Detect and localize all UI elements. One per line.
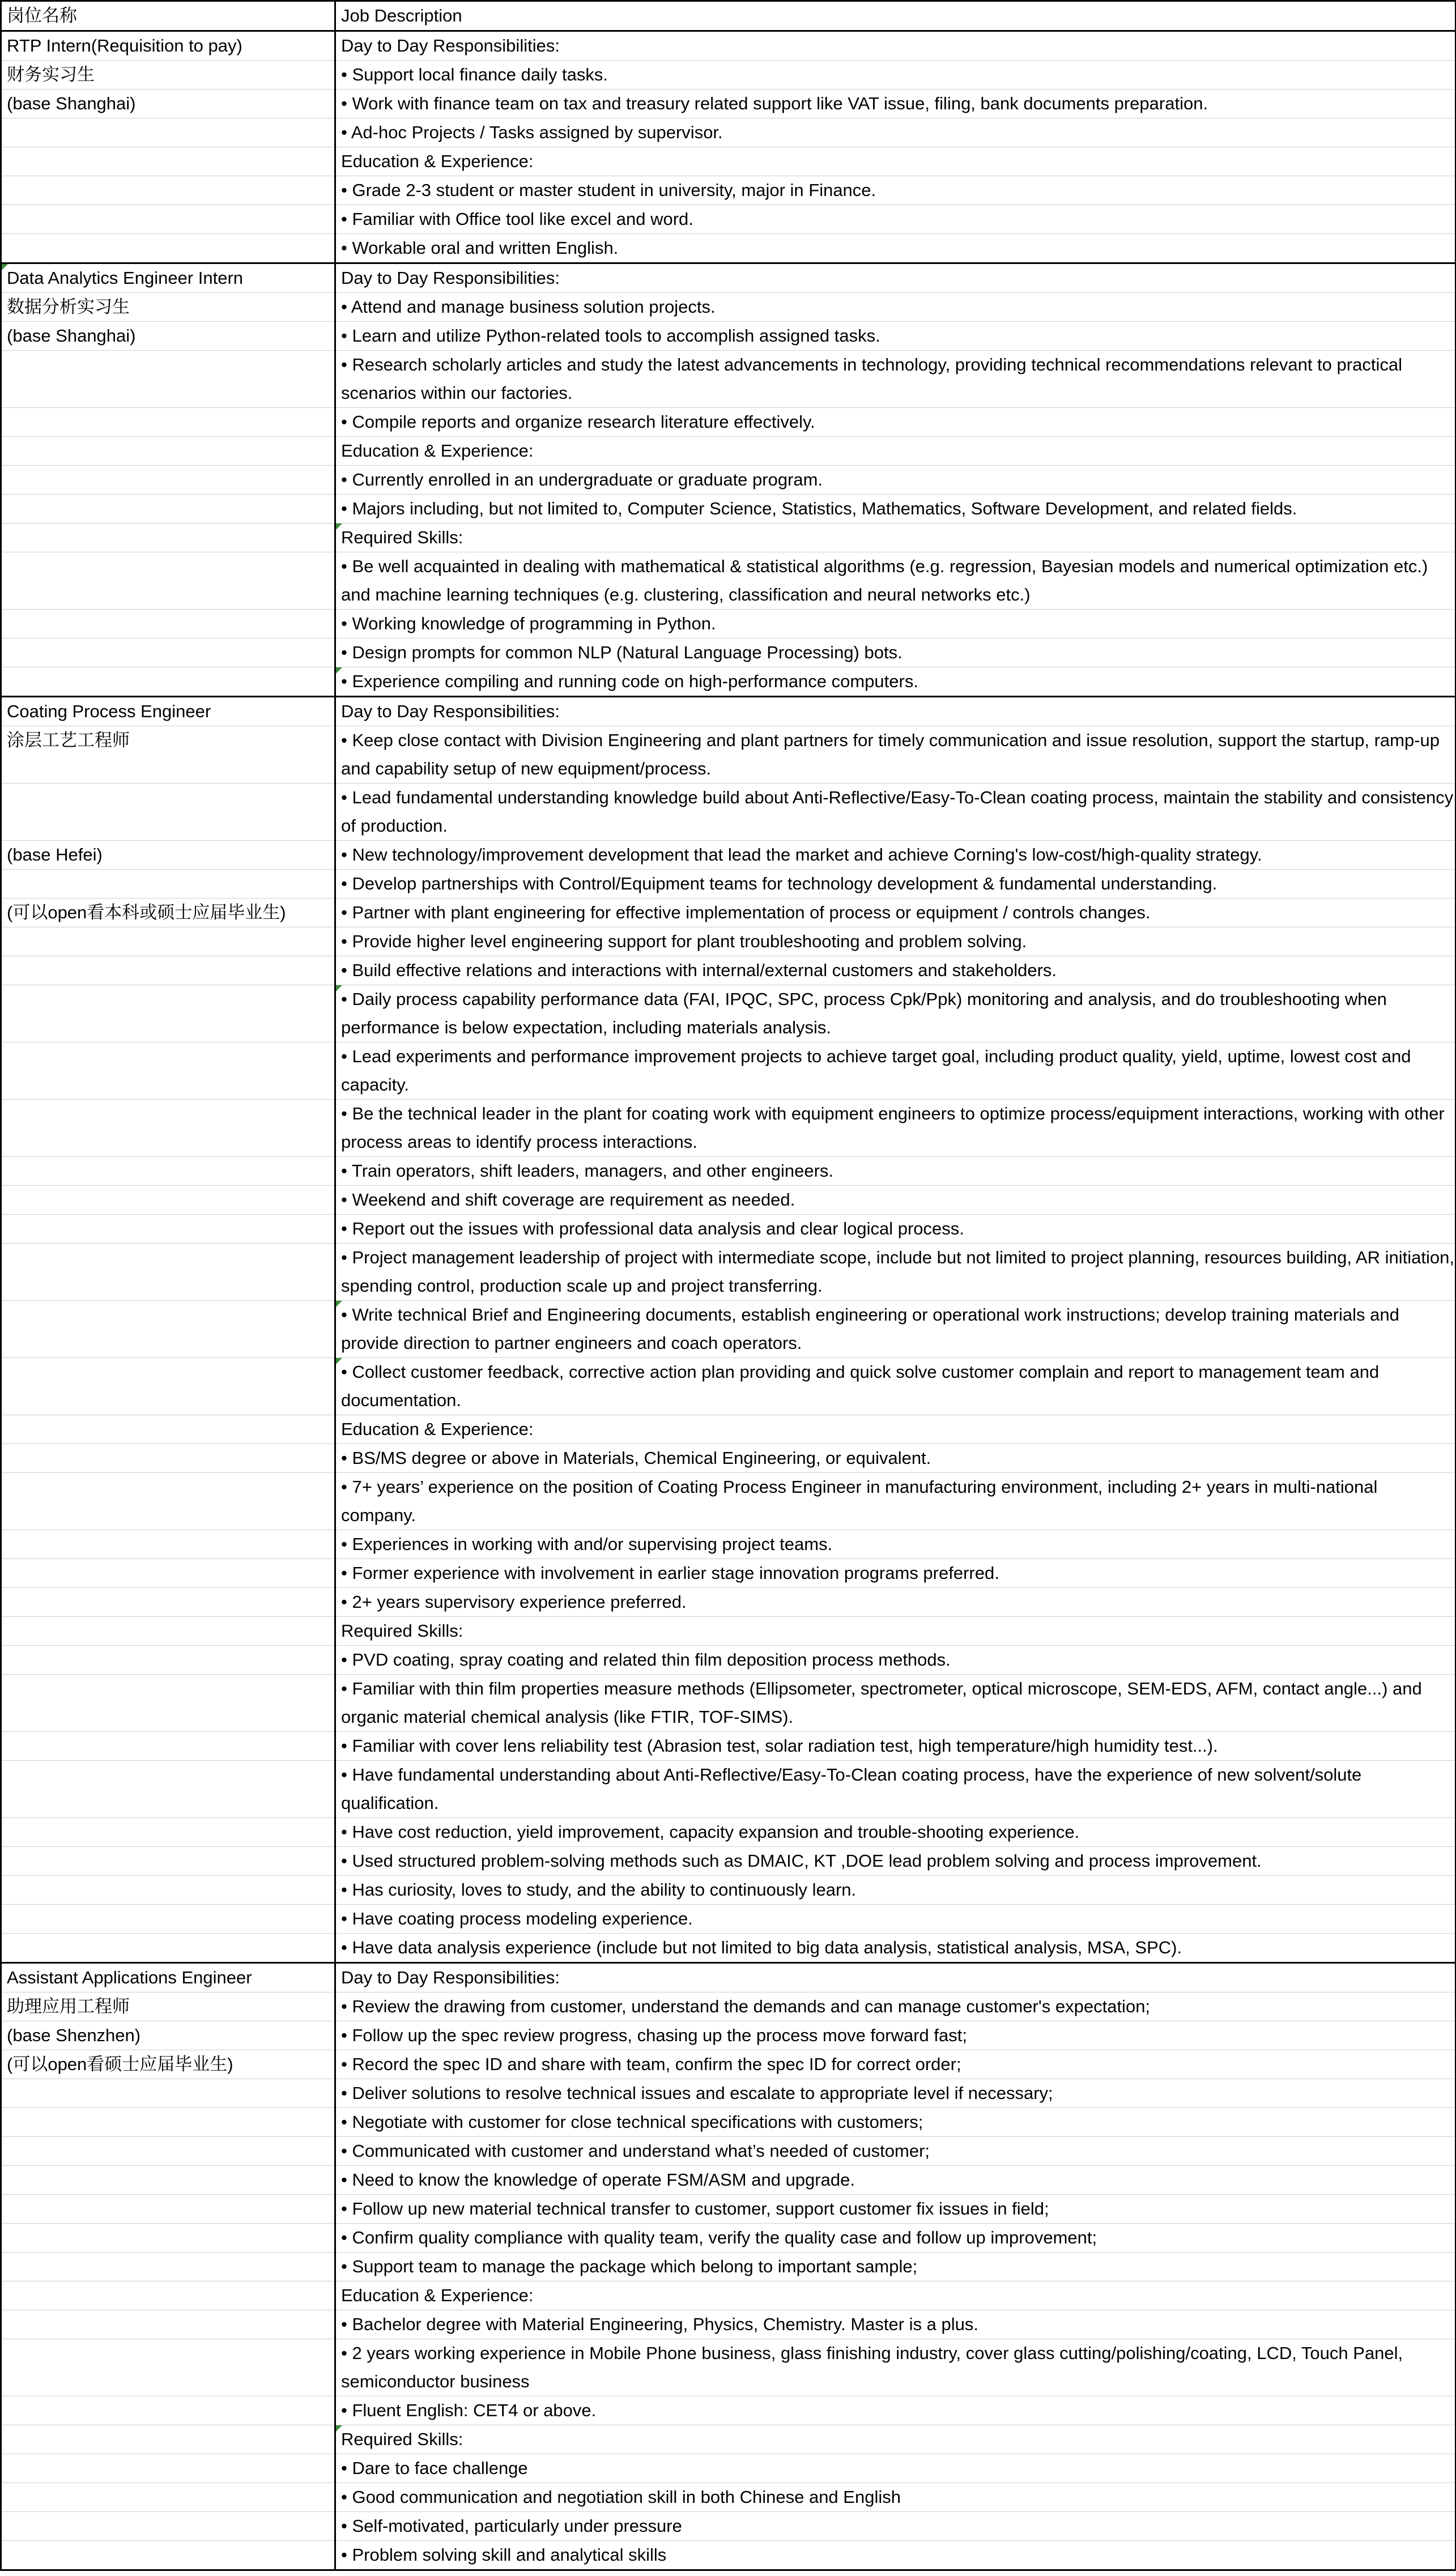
job-row [1, 552, 1456, 610]
empty-cell[interactable] [1, 2195, 335, 2224]
header-row [1, 1, 1456, 31]
job-row [1, 1186, 1456, 1215]
empty-cell[interactable] [1, 1301, 335, 1358]
empty-cell[interactable] [1, 118, 335, 147]
position-label-cell[interactable]: 涂层工艺工程师 [1, 726, 335, 784]
job-row [1, 2079, 1456, 2108]
job-row [1, 1646, 1456, 1675]
empty-cell[interactable] [1, 408, 335, 437]
description-cell[interactable]: • Learn and utilize Python-related tools to accomplish assigned tasks. [335, 322, 1456, 351]
empty-cell[interactable] [1, 234, 335, 263]
description-cell[interactable]: • Have data analysis experience (include but not limited to big data analysis, statistical analysis, MSA, SPC). [335, 1934, 1456, 1963]
description-cell[interactable]: • PVD coating, spray coating and related thin film deposition process methods. [335, 1646, 1456, 1675]
empty-cell[interactable] [1, 2253, 335, 2281]
description-cell[interactable]: • Research scholarly articles and study the latest advancements in technology, providing technical recommendations relevant to practical scenarios within our factories. [335, 351, 1456, 408]
empty-cell[interactable] [1, 1530, 335, 1559]
description-cell[interactable]: • Have fundamental understanding about Anti-Reflective/Easy-To-Clean coating process, have the experience of new solvent/solute qualification. [335, 1761, 1456, 1818]
empty-cell[interactable] [1, 2396, 335, 2425]
empty-cell[interactable] [1, 2224, 335, 2253]
job-row [1, 1588, 1456, 1617]
description-cell[interactable]: Day to Day Responsibilities: [335, 263, 1456, 293]
empty-cell[interactable] [1, 523, 335, 552]
header-job-description[interactable]: Job Description [335, 1, 1456, 31]
description-cell[interactable]: • 2+ years supervisory experience preferred. [335, 1588, 1456, 1617]
job-row [1, 2454, 1456, 2483]
description-cell[interactable]: • Project management leadership of project with intermediate scope, include but not limited to project planning, resources building, AR initiation, spending control, production scale up and project transferring. [335, 1244, 1456, 1301]
job-row [1, 2137, 1456, 2166]
description-cell[interactable]: • Develop partnerships with Control/Equipment teams for technology development & fundamental understanding. [335, 870, 1456, 899]
description-cell[interactable]: • Good communication and negotiation skill in both Chinese and English [335, 2483, 1456, 2512]
description-cell[interactable]: • Have cost reduction, yield improvement, capacity expansion and trouble-shooting experience. [335, 1818, 1456, 1847]
empty-cell[interactable] [1, 1157, 335, 1186]
job-row [1, 1157, 1456, 1186]
empty-cell[interactable] [1, 1042, 335, 1100]
empty-cell[interactable] [1, 985, 335, 1042]
empty-cell[interactable] [1, 1675, 335, 1732]
empty-cell[interactable] [1, 2454, 335, 2483]
description-cell[interactable]: • Attend and manage business solution projects. [335, 293, 1456, 322]
job-row [1, 1876, 1456, 1905]
position-label-cell[interactable]: 数据分析实习生 [1, 293, 335, 322]
job-row [1, 263, 1456, 293]
description-cell[interactable]: Education & Experience: [335, 1415, 1456, 1444]
description-cell[interactable]: • Familiar with thin film properties measure methods (Ellipsometer, spectrometer, optical microscope, SEM-EDS, AFM, contact angle...) and organic material chemical analysis (like FTIR, TOF-SIMS). [335, 1675, 1456, 1732]
job-row [1, 2108, 1456, 2137]
job-row [1, 985, 1456, 1042]
description-cell[interactable]: • 2 years working experience in Mobile Phone business, glass finishing industry, cover glass cutting/polishing/coating, LCD, Touch Panel, semiconductor business [335, 2339, 1456, 2396]
empty-cell[interactable] [1, 552, 335, 610]
description-cell[interactable]: • Support team to manage the package which belong to important sample; [335, 2253, 1456, 2281]
job-row [1, 1415, 1456, 1444]
empty-cell[interactable] [1, 956, 335, 985]
description-cell[interactable]: Required Skills: [335, 1617, 1456, 1646]
job-row [1, 1444, 1456, 1473]
empty-cell[interactable] [1, 1818, 335, 1847]
description-cell[interactable]: • Problem solving skill and analytical skills [335, 2541, 1456, 2570]
job-row [1, 1963, 1456, 1992]
description-cell[interactable]: • Build effective relations and interactions with internal/external customers and stakeholders. [335, 956, 1456, 985]
header-position-name[interactable]: 岗位名称 [1, 1, 335, 31]
description-cell[interactable]: • Work with finance team on tax and treasury related support like VAT issue, filing, bank documents preparation. [335, 90, 1456, 118]
job-row [1, 1559, 1456, 1588]
empty-cell[interactable] [1, 2541, 335, 2570]
empty-cell[interactable] [1, 2512, 335, 2541]
description-cell[interactable]: • Communicated with customer and understand what’s needed of customer; [335, 2137, 1456, 2166]
position-label-cell[interactable]: (可以open看本科或硕士应届毕业生) [1, 899, 335, 927]
empty-cell[interactable] [1, 638, 335, 667]
empty-cell[interactable] [1, 495, 335, 523]
sheet-body [1, 1, 1456, 2570]
job-row [1, 1732, 1456, 1761]
description-cell[interactable]: • Support local finance daily tasks. [335, 61, 1456, 90]
description-cell[interactable]: • Have coating process modeling experience. [335, 1905, 1456, 1934]
job-row [1, 1617, 1456, 1646]
empty-cell[interactable] [1, 1415, 335, 1444]
position-label-cell[interactable] [1, 870, 335, 899]
description-cell[interactable]: • Working knowledge of programming in Python. [335, 610, 1456, 638]
description-cell[interactable]: • BS/MS degree or above in Materials, Chemical Engineering, or equivalent. [335, 1444, 1456, 1473]
description-cell[interactable]: • Partner with plant engineering for effective implementation of process or equipment / controls changes. [335, 899, 1456, 927]
job-row [1, 293, 1456, 322]
empty-cell[interactable] [1, 927, 335, 956]
job-row [1, 408, 1456, 437]
job-row [1, 61, 1456, 90]
job-row [1, 2483, 1456, 2512]
description-cell[interactable]: • Workable oral and written English. [335, 234, 1456, 263]
job-row [1, 1301, 1456, 1358]
description-cell[interactable]: • New technology/improvement development that lead the market and achieve Corning's low-cost/high-quality strategy. [335, 841, 1456, 870]
description-cell[interactable]: • Negotiate with customer for close technical specifications with customers; [335, 2108, 1456, 2137]
job-row [1, 118, 1456, 147]
description-cell[interactable]: • Experiences in working with and/or supervising project teams. [335, 1530, 1456, 1559]
job-row [1, 2396, 1456, 2425]
job-row [1, 1818, 1456, 1847]
job-row [1, 1215, 1456, 1244]
job-row [1, 1761, 1456, 1818]
job-row [1, 437, 1456, 466]
description-cell[interactable]: Day to Day Responsibilities: [335, 1963, 1456, 1992]
empty-cell[interactable] [1, 2483, 335, 2512]
description-cell[interactable]: • Former experience with involvement in earlier stage innovation programs preferred. [335, 1559, 1456, 1588]
empty-cell[interactable] [1, 2425, 335, 2454]
description-cell[interactable]: Education & Experience: [335, 147, 1456, 176]
job-row [1, 927, 1456, 956]
job-row [1, 2541, 1456, 2570]
position-label-cell[interactable]: RTP Intern(Requisition to pay) [1, 31, 335, 61]
empty-cell[interactable] [1, 1473, 335, 1530]
job-row [1, 205, 1456, 234]
job-row [1, 31, 1456, 61]
job-row [1, 1244, 1456, 1301]
description-cell[interactable]: Day to Day Responsibilities: [335, 31, 1456, 61]
empty-cell[interactable] [1, 1732, 335, 1761]
description-cell[interactable]: • Fluent English: CET4 or above. [335, 2396, 1456, 2425]
description-cell[interactable]: • Has curiosity, loves to study, and the ability to continuously learn. [335, 1876, 1456, 1905]
empty-cell[interactable] [1, 610, 335, 638]
empty-cell[interactable] [1, 2339, 335, 2396]
description-cell[interactable]: • Confirm quality compliance with quality team, verify the quality case and follow up improvement; [335, 2224, 1456, 2253]
job-row [1, 841, 1456, 870]
position-label-cell[interactable]: (可以open看硕士应届毕业生) [1, 2050, 335, 2079]
job-row [1, 1530, 1456, 1559]
description-cell[interactable]: • Follow up new material technical transfer to customer, support customer fix issues in field; [335, 2195, 1456, 2224]
description-cell[interactable]: • Lead experiments and performance improvement projects to achieve target goal, including product quality, yield, uptime, lowest cost and capacity. [335, 1042, 1456, 1100]
description-cell[interactable]: • Used structured problem-solving methods such as DMAIC, KT ,DOE lead problem solving and process improvement. [335, 1847, 1456, 1876]
description-cell[interactable]: • Review the drawing from customer, understand the demands and can manage customer's expectation; [335, 1992, 1456, 2021]
position-label-cell[interactable]: Assistant Applications Engineer [1, 1963, 335, 1992]
job-row [1, 870, 1456, 899]
empty-cell[interactable] [1, 1244, 335, 1301]
job-row [1, 495, 1456, 523]
job-row [1, 2339, 1456, 2396]
position-label-cell[interactable] [1, 784, 335, 841]
position-label-cell[interactable]: (base Shanghai) [1, 90, 335, 118]
description-cell[interactable]: • Familiar with Office tool like excel and word. [335, 205, 1456, 234]
job-row [1, 2224, 1456, 2253]
job-row [1, 2310, 1456, 2339]
empty-cell[interactable] [1, 1186, 335, 1215]
job-row [1, 610, 1456, 638]
job-row [1, 2050, 1456, 2079]
description-cell[interactable]: • Majors including, but not limited to, Computer Science, Statistics, Mathematics, Software Development, and related fields. [335, 495, 1456, 523]
position-label-cell[interactable]: (base Shanghai) [1, 322, 335, 351]
description-cell[interactable]: • Need to know the knowledge of operate FSM/ASM and upgrade. [335, 2166, 1456, 2195]
job-row [1, 784, 1456, 841]
description-cell[interactable]: • Experience compiling and running code on high-performance computers. [335, 667, 1456, 697]
description-cell[interactable]: • Provide higher level engineering support for plant troubleshooting and problem solving. [335, 927, 1456, 956]
empty-cell[interactable] [1, 1444, 335, 1473]
job-row [1, 726, 1456, 784]
description-cell[interactable]: Education & Experience: [335, 2281, 1456, 2310]
job-row [1, 1992, 1456, 2021]
empty-cell[interactable] [1, 1761, 335, 1818]
job-row [1, 2425, 1456, 2454]
position-label-cell[interactable]: (base Shenzhen) [1, 2021, 335, 2050]
description-cell[interactable]: • Keep close contact with Division Engineering and plant partners for timely communication and issue resolution, support the startup, ramp-up and capability setup of new equipment/process. [335, 726, 1456, 784]
job-row [1, 2166, 1456, 2195]
empty-cell[interactable] [1, 1646, 335, 1675]
description-cell[interactable]: • Report out the issues with professional data analysis and clear logical process. [335, 1215, 1456, 1244]
empty-cell[interactable] [1, 1358, 335, 1415]
job-row [1, 899, 1456, 927]
job-row [1, 2512, 1456, 2541]
job-row [1, 956, 1456, 985]
empty-cell[interactable] [1, 1559, 335, 1588]
empty-cell[interactable] [1, 176, 335, 205]
description-cell[interactable]: • Record the spec ID and share with team, confirm the spec ID for correct order; [335, 2050, 1456, 2079]
description-cell[interactable]: • Grade 2-3 student or master student in university, major in Finance. [335, 176, 1456, 205]
empty-cell[interactable] [1, 466, 335, 495]
description-cell[interactable]: • Be the technical leader in the plant for coating work with equipment engineers to optimize process/equipment interactions, working with other process areas to identify process interactions. [335, 1100, 1456, 1157]
description-cell[interactable]: • Familiar with cover lens reliability test (Abrasion test, solar radiation test, high temperature/high humidity test...). [335, 1732, 1456, 1761]
position-label-cell[interactable]: Data Analytics Engineer Intern [1, 263, 335, 293]
job-row [1, 90, 1456, 118]
description-cell[interactable]: • Follow up the spec review progress, chasing up the process move forward fast; [335, 2021, 1456, 2050]
empty-cell[interactable] [1, 147, 335, 176]
job-row [1, 322, 1456, 351]
position-label-cell[interactable]: 助理应用工程师 [1, 1992, 335, 2021]
empty-cell[interactable] [1, 1905, 335, 1934]
empty-cell[interactable] [1, 1215, 335, 1244]
description-cell[interactable]: • Compile reports and organize research literature effectively. [335, 408, 1456, 437]
job-row [1, 2195, 1456, 2224]
job-row [1, 1100, 1456, 1157]
job-row [1, 1847, 1456, 1876]
empty-cell[interactable] [1, 1934, 335, 1963]
description-cell[interactable]: • 7+ years’ experience on the position of Coating Process Engineer in manufacturing environment, including 2+ years in multi-national company. [335, 1473, 1456, 1530]
job-row [1, 466, 1456, 495]
position-label-cell[interactable]: 财务实习生 [1, 61, 335, 90]
description-cell[interactable]: • Collect customer feedback, corrective action plan providing and quick solve customer complain and report to management team and documentation. [335, 1358, 1456, 1415]
description-cell[interactable]: • Write technical Brief and Engineering documents, establish engineering or operational work instructions; develop training materials and provide direction to partner engineers and coach operators. [335, 1301, 1456, 1358]
empty-cell[interactable] [1, 2137, 335, 2166]
description-cell[interactable]: • Lead fundamental understanding knowledge build about Anti-Reflective/Easy-To-Clean coating process, maintain the stability and consistency of production. [335, 784, 1456, 841]
empty-cell[interactable] [1, 2079, 335, 2108]
job-row [1, 1473, 1456, 1530]
description-cell[interactable]: • Bachelor degree with Material Engineering, Physics, Chemistry. Master is a plus. [335, 2310, 1456, 2339]
description-cell[interactable]: • Be well acquainted in dealing with mathematical & statistical algorithms (e.g. regression, Bayesian models and numerical optimization etc.) and machine learning techniques (e.g. clustering, classification and neural networks etc.) [335, 552, 1456, 610]
description-cell[interactable]: Day to Day Responsibilities: [335, 697, 1456, 726]
job-row [1, 523, 1456, 552]
description-cell[interactable]: • Daily process capability performance data (FAI, IPQC, SPC, process Cpk/Ppk) monitoring and analysis, and do troubleshooting when performance is below expectation, including materials analysis. [335, 985, 1456, 1042]
empty-cell[interactable] [1, 1588, 335, 1617]
job-row [1, 176, 1456, 205]
description-cell[interactable]: Required Skills: [335, 523, 1456, 552]
empty-cell[interactable] [1, 205, 335, 234]
description-cell[interactable]: • Dare to face challenge [335, 2454, 1456, 2483]
description-cell[interactable]: • Ad-hoc Projects / Tasks assigned by supervisor. [335, 118, 1456, 147]
description-cell[interactable]: • Deliver solutions to resolve technical issues and escalate to appropriate level if necessary; [335, 2079, 1456, 2108]
job-row [1, 2021, 1456, 2050]
job-row [1, 2281, 1456, 2310]
empty-cell[interactable] [1, 2108, 335, 2137]
description-cell[interactable]: Education & Experience: [335, 437, 1456, 466]
job-row [1, 1934, 1456, 1963]
job-row [1, 697, 1456, 726]
job-row [1, 234, 1456, 263]
position-label-cell[interactable]: (base Hefei) [1, 841, 335, 870]
empty-cell[interactable] [1, 1876, 335, 1905]
job-row [1, 1042, 1456, 1100]
empty-cell[interactable] [1, 1100, 335, 1157]
description-cell[interactable]: • Weekend and shift coverage are requirement as needed. [335, 1186, 1456, 1215]
empty-cell[interactable] [1, 351, 335, 408]
description-cell[interactable]: • Self-motivated, particularly under pressure [335, 2512, 1456, 2541]
job-row [1, 667, 1456, 697]
empty-cell[interactable] [1, 1847, 335, 1876]
empty-cell[interactable] [1, 2310, 335, 2339]
job-row [1, 638, 1456, 667]
empty-cell[interactable] [1, 1617, 335, 1646]
job-row [1, 1905, 1456, 1934]
description-cell[interactable]: • Train operators, shift leaders, managers, and other engineers. [335, 1157, 1456, 1186]
job-row [1, 1358, 1456, 1415]
job-row [1, 147, 1456, 176]
empty-cell[interactable] [1, 2166, 335, 2195]
description-cell[interactable]: Required Skills: [335, 2425, 1456, 2454]
empty-cell[interactable] [1, 437, 335, 466]
position-label-cell[interactable]: Coating Process Engineer [1, 697, 335, 726]
job-row [1, 1675, 1456, 1732]
description-cell[interactable]: • Design prompts for common NLP (Natural Language Processing) bots. [335, 638, 1456, 667]
job-row [1, 2253, 1456, 2281]
description-cell[interactable]: • Currently enrolled in an undergraduate or graduate program. [335, 466, 1456, 495]
job-row [1, 351, 1456, 408]
empty-cell[interactable] [1, 667, 335, 697]
empty-cell[interactable] [1, 2281, 335, 2310]
